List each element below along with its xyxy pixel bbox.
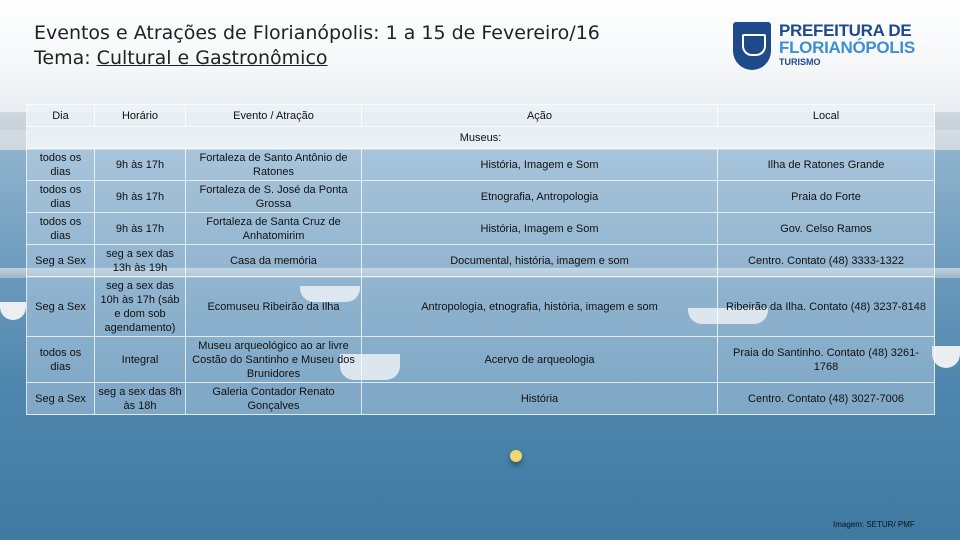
table-row [27, 277, 935, 337]
cell-horario: seg a sex das 10h às 17h (sáb e dom sob agendamento) [95, 277, 186, 337]
cell-evento: Fortaleza de Santa Cruz de Anhatomirim [186, 213, 362, 245]
tema-value: Cultural e Gastronômico [96, 47, 328, 69]
cell-evento: Ecomuseu Ribeirão da Ilha [186, 277, 362, 337]
cell-horario: seg a sex das 13h às 19h [95, 245, 186, 277]
page-title [34, 21, 600, 71]
header-local: Local [718, 105, 935, 127]
logo-line-prefeitura: PREFEITURA DE [779, 21, 912, 40]
cell-dia: todos os dias [27, 181, 95, 213]
cell-acao: Etnografia, Antropologia [362, 181, 718, 213]
cell-local: Centro. Contato (48) 3333-1322 [718, 245, 935, 277]
coat-of-arms-icon [733, 22, 771, 70]
cell-horario: 9h às 17h [95, 181, 186, 213]
tema-line [34, 46, 600, 71]
cell-evento: Casa da memória [186, 245, 362, 277]
cell-dia: todos os dias [27, 149, 95, 181]
cell-acao: Documental, história, imagem e som [362, 245, 718, 277]
prefeitura-logo [733, 22, 928, 72]
cell-horario: seg a sex das 8h às 18h [95, 383, 186, 415]
table-row [27, 337, 935, 383]
cell-dia: Seg a Sex [27, 383, 95, 415]
cell-local: Praia do Forte [718, 181, 935, 213]
cell-dia: todos os dias [27, 337, 95, 383]
cell-local: Ilha de Ratones Grande [718, 149, 935, 181]
cell-local: Ribeirão da Ilha. Contato (48) 3237-8148 [718, 277, 935, 337]
cell-evento: Galeria Contador Renato Gonçalves [186, 383, 362, 415]
cell-horario: 9h às 17h [95, 213, 186, 245]
table-row [27, 383, 935, 415]
table-row [27, 245, 935, 277]
cell-local: Centro. Contato (48) 3027-7006 [718, 383, 935, 415]
header-dia: Dia [27, 105, 95, 127]
cell-local: Praia do Santinho. Contato (48) 3261-1768 [718, 337, 935, 383]
cell-acao: Acervo de arqueologia [362, 337, 718, 383]
image-credit: Imagem: SETUR/ PMF [833, 520, 915, 529]
cell-acao: História [362, 383, 718, 415]
cell-dia: todos os dias [27, 213, 95, 245]
events-table [26, 104, 935, 415]
cell-evento: Museu arqueológico ao ar livre Costão do Santinho e Museu dos Brunidores [186, 337, 362, 383]
header-horario: Horário [95, 105, 186, 127]
cell-acao: Antropologia, etnografia, história, imagem e som [362, 277, 718, 337]
cell-evento: Fortaleza de S. José da Ponta Grossa [186, 181, 362, 213]
table-row [27, 149, 935, 181]
logo-line-florianopolis: FLORIANÓPOLIS [779, 38, 915, 57]
cell-horario: Integral [95, 337, 186, 383]
section-museus: Museus: [27, 127, 935, 149]
cell-evento: Fortaleza de Santo Antônio de Ratones [186, 149, 362, 181]
cell-dia: Seg a Sex [27, 245, 95, 277]
table-row [27, 181, 935, 213]
table-row [27, 213, 935, 245]
title-line: Eventos e Atrações de Florianópolis: 1 a 15 de Fevereiro/16 [34, 22, 600, 44]
header-acao: Ação [362, 105, 718, 127]
header-evento: Evento / Atração [186, 105, 362, 127]
cell-local: Gov. Celso Ramos [718, 213, 935, 245]
cell-acao: História, Imagem e Som [362, 213, 718, 245]
cell-acao: História, Imagem e Som [362, 149, 718, 181]
header-row [27, 105, 935, 127]
buoy [510, 450, 522, 462]
cell-horario: 9h às 17h [95, 149, 186, 181]
cell-dia: Seg a Sex [27, 277, 95, 337]
logo-line-turismo: TURISMO [779, 57, 821, 67]
section-row [27, 127, 935, 149]
tema-label: Tema: [34, 47, 97, 69]
